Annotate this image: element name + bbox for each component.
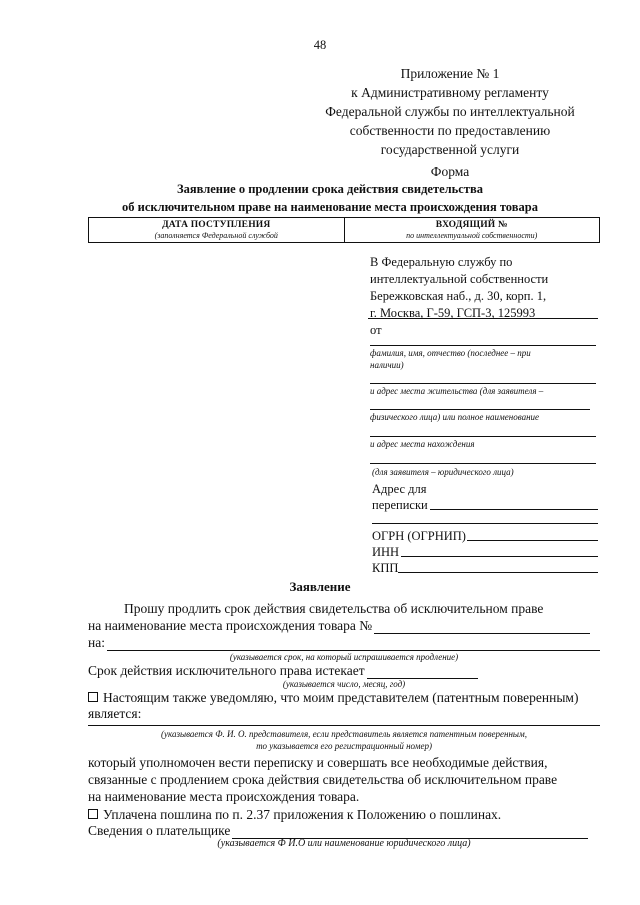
fee-checkbox[interactable]	[88, 809, 98, 819]
applicant-caption-5: и адрес места нахождения	[370, 439, 475, 449]
addressee-line-4: г. Москва, Г-59, ГСП-3, 125993	[370, 306, 536, 320]
appendix-line-3: Федеральной службы по интеллектуальной	[325, 104, 575, 119]
applicant-caption-4: физического лица) или полное наименование	[370, 412, 540, 422]
appendix-line-2: к Административному регламенту	[351, 85, 549, 100]
incoming-number-cell	[344, 218, 600, 243]
page-number: 48	[313, 38, 327, 52]
expiry-label: Срок действия исключительного права истекает	[88, 663, 365, 678]
statement-heading: Заявление	[289, 579, 351, 594]
representative-text-1: Настоящим также уведомляю, что моим представителем (патентным поверенным)	[103, 690, 579, 705]
representative-caption-2: то указывается его регистрационный номер)	[256, 741, 432, 751]
kpp-label: КПП	[372, 561, 399, 575]
addressee-line-2: интеллектуальной собственности	[370, 272, 549, 286]
correspondence-field-2[interactable]	[372, 523, 598, 524]
document-title-line-1: Заявление о продлении срока действия свидетельства	[177, 182, 483, 196]
certificate-number-field[interactable]	[374, 620, 590, 634]
applicant-org-field[interactable]	[370, 409, 590, 410]
applicant-name-field[interactable]	[370, 345, 596, 346]
representative-line-1	[88, 689, 600, 706]
applicant-location-field[interactable]	[370, 436, 596, 437]
representative-checkbox[interactable]	[88, 692, 98, 702]
extension-term-caption: (указывается срок, на который испрашивается продление)	[229, 652, 459, 662]
request-line-3	[88, 634, 600, 651]
correspondence-label-2: переписки	[372, 498, 428, 512]
representative-body-1: который уполномочен вести переписку и совершать все необходимые действия,	[88, 755, 548, 770]
expiry-caption: (указывается число, месяц, год)	[282, 679, 406, 689]
representative-body-2: связанные с продлением срока действия свидетельства об исключительном праве	[88, 772, 558, 787]
payer-label: Сведения о плательщике	[88, 823, 231, 838]
form-label: Форма	[430, 164, 470, 179]
extension-term-field[interactable]	[107, 637, 600, 651]
request-line-1: Прошу продлить срок действия свидетельства об исключительном праве	[124, 601, 544, 616]
from-label: от	[370, 323, 382, 337]
date-received-header: ДАТА ПОСТУПЛЕНИЯ	[162, 220, 271, 230]
date-received-cell	[89, 218, 345, 243]
certificate-number-label: на наименование места происхождения товара №	[88, 618, 373, 633]
inn-field[interactable]	[401, 556, 598, 557]
representative-field[interactable]	[88, 725, 600, 726]
representative-caption-1: (указывается Ф. И. О. представителя, если представитель является патентным поверенным,	[160, 729, 528, 739]
expiry-date-field[interactable]	[367, 665, 478, 679]
correspondence-label-1: Адрес для	[372, 482, 427, 496]
applicant-legal-field[interactable]	[370, 463, 596, 464]
applicant-caption-1: фамилия, имя, отчество (последнее – при	[370, 348, 531, 358]
applicant-caption-3: и адрес места жительства (для заявителя –	[370, 386, 544, 396]
ogrn-label: ОГРН (ОГРНИП)	[372, 529, 466, 543]
applicant-address-field[interactable]	[370, 383, 596, 384]
addressee-line-3: Бережковская наб., д. 30, корп. 1,	[370, 289, 547, 303]
incoming-number-note: по интеллектуальной собственности)	[406, 231, 538, 240]
ogrn-field[interactable]	[467, 540, 598, 541]
document-title-line-2: об исключительном праве на наименование места происхождения товара	[122, 200, 538, 214]
applicant-caption-6: (для заявителя – юридического лица)	[372, 467, 514, 477]
representative-line-2: является:	[88, 706, 142, 721]
applicant-caption-2: наличии)	[370, 360, 404, 370]
payer-caption: (указывается Ф И.О или наименование юридического лица)	[217, 838, 471, 849]
request-line-2	[88, 617, 600, 634]
payer-field[interactable]	[232, 825, 588, 839]
representative-body-3: на наименование места происхождения товара.	[88, 789, 360, 804]
registration-table	[88, 217, 600, 243]
appendix-line-5: государственной услуги	[380, 142, 520, 157]
extension-term-label: на:	[88, 635, 105, 650]
appendix-line-4: собственности по предоставлению	[349, 123, 551, 138]
addressee-underline	[368, 318, 598, 319]
inn-label: ИНН	[372, 545, 400, 559]
fee-text: Уплачена пошлина по п. 2.37 приложения к Положению о пошлинах.	[103, 807, 502, 822]
fee-line	[88, 806, 600, 823]
payer-row	[88, 822, 588, 839]
expiry-row	[88, 662, 478, 679]
incoming-number-header: ВХОДЯЩИЙ №	[435, 220, 508, 230]
kpp-field[interactable]	[398, 572, 598, 573]
date-received-note: (заполняется Федеральной службой	[154, 231, 278, 240]
appendix-line-1: Приложение № 1	[400, 66, 500, 81]
addressee-line-1: В Федеральную службу по	[370, 255, 513, 269]
correspondence-field[interactable]	[430, 509, 598, 510]
